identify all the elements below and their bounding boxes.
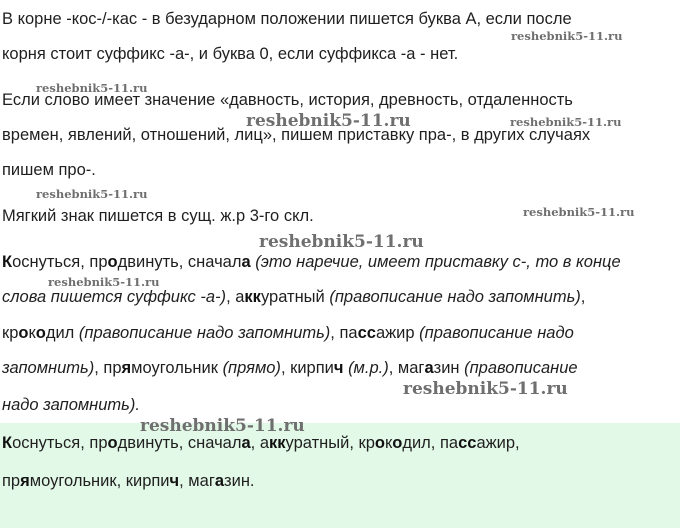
text-run: пр [2, 472, 21, 490]
italic-note: (правописание [464, 359, 578, 377]
text-run: , маг [179, 472, 215, 490]
answer-line-1 [2, 434, 520, 453]
italic-note: надо запомнить). [2, 396, 140, 414]
hl-letter: а [241, 253, 251, 271]
text-run: моугольник [131, 359, 223, 377]
text-run: о [12, 253, 22, 271]
explanation-line-5 [2, 396, 140, 415]
watermark: reshebnik5-11.ru [36, 81, 148, 95]
rule-2-line-1: Если слово имеет значение «давность, история, древность, отдаленность [2, 91, 573, 109]
text-run: уратный, кр [285, 434, 375, 452]
text-run: , пр [94, 359, 122, 377]
text-run: , а [250, 434, 270, 452]
text-run: ажир, [476, 434, 520, 452]
hl-letter: о [392, 434, 403, 452]
text-run: , кирпи [280, 359, 334, 377]
text-run: уратный [260, 288, 330, 306]
hl-letter: о [18, 324, 29, 342]
italic-note: (это наречие, имеет приставку с-, то в конце [250, 253, 621, 271]
hl-letter: кк [269, 434, 286, 452]
text-run: , маг [388, 359, 425, 377]
hl-letter: а [214, 472, 225, 490]
text-run: зин. [224, 472, 255, 490]
italic-note: (правописание надо запомнить) [329, 288, 581, 306]
hl-letter: о [107, 253, 118, 271]
hl-letter: о [374, 434, 386, 452]
hl-letter: кк [244, 288, 261, 306]
explanation-line-4 [2, 359, 578, 378]
text-run: зин [433, 359, 465, 377]
rule-1-line-2: корня стоит суффикс -а-, и буква 0, если суффикса -а - нет. [2, 45, 459, 63]
watermark: reshebnik5-11.ru [510, 115, 622, 129]
text-run: о [12, 434, 22, 452]
hl-letter: а [424, 359, 434, 377]
text-run: двинуть, сначал [117, 253, 242, 271]
answer-line-2 [2, 472, 255, 491]
rule-3-line-1: Мягкий знак пишется в сущ. ж.р 3-го скл. [2, 207, 314, 225]
watermark: reshebnik5-11.ru [140, 416, 305, 436]
rule-2-line-3: пишем про-. [2, 161, 96, 179]
hl-letter: ч [169, 472, 180, 490]
watermark: reshebnik5-11.ru [259, 232, 424, 252]
hl-letter: а [241, 434, 251, 452]
text-run: , [580, 288, 586, 306]
text-run: ажир [375, 324, 420, 342]
hl-letter: сс [458, 434, 477, 452]
text-run: двинуть, сначал [117, 434, 242, 452]
italic-note: (правописание надо запомнить) [78, 324, 331, 342]
watermark: reshebnik5-11.ru [403, 379, 568, 399]
italic-note: (прямо) [222, 359, 281, 377]
hl-letter: о [107, 434, 118, 452]
watermark: reshebnik5-11.ru [36, 187, 148, 201]
text-run: к [28, 324, 36, 342]
hl-letter: сс [357, 324, 376, 342]
text-run: кр [2, 324, 19, 342]
rule-2-line-2: времен, явлений, отношений, лиц», пишем приставку пра-, в других случаях [2, 126, 591, 144]
text-run: снуться, пр [21, 253, 108, 271]
italic-note: запомнить) [2, 359, 95, 377]
explanation-line-2 [2, 288, 585, 307]
text-run: , а [226, 288, 245, 306]
text-run: снуться, пр [21, 434, 108, 452]
rule-1-line-1: В корне -кос-/-кас - в безударном положении пишется буква А, если после [2, 10, 572, 28]
text-run: дил, па [402, 434, 459, 452]
italic-note: (м.р.) [348, 359, 389, 377]
hl-letter: я [121, 359, 132, 377]
hl-letter: К [2, 253, 13, 271]
italic-note: слова пишется суффикс -а-) [2, 288, 227, 306]
watermark: reshebnik5-11.ru [246, 111, 411, 131]
explanation-line-1 [2, 253, 621, 272]
explanation-line-3 [2, 324, 574, 343]
text-run: моугольник, кирпи [29, 472, 170, 490]
watermark: reshebnik5-11.ru [48, 275, 160, 289]
hl-letter: ч [333, 359, 344, 377]
text-run: , па [330, 324, 358, 342]
hl-letter: о [35, 324, 46, 342]
watermark: reshebnik5-11.ru [523, 205, 635, 219]
text-run: к [385, 434, 393, 452]
hl-letter: я [20, 472, 30, 490]
watermark: reshebnik5-11.ru [511, 29, 623, 43]
hl-letter: К [2, 434, 13, 452]
text-run: дил [45, 324, 79, 342]
italic-note: (правописание надо [419, 324, 574, 342]
